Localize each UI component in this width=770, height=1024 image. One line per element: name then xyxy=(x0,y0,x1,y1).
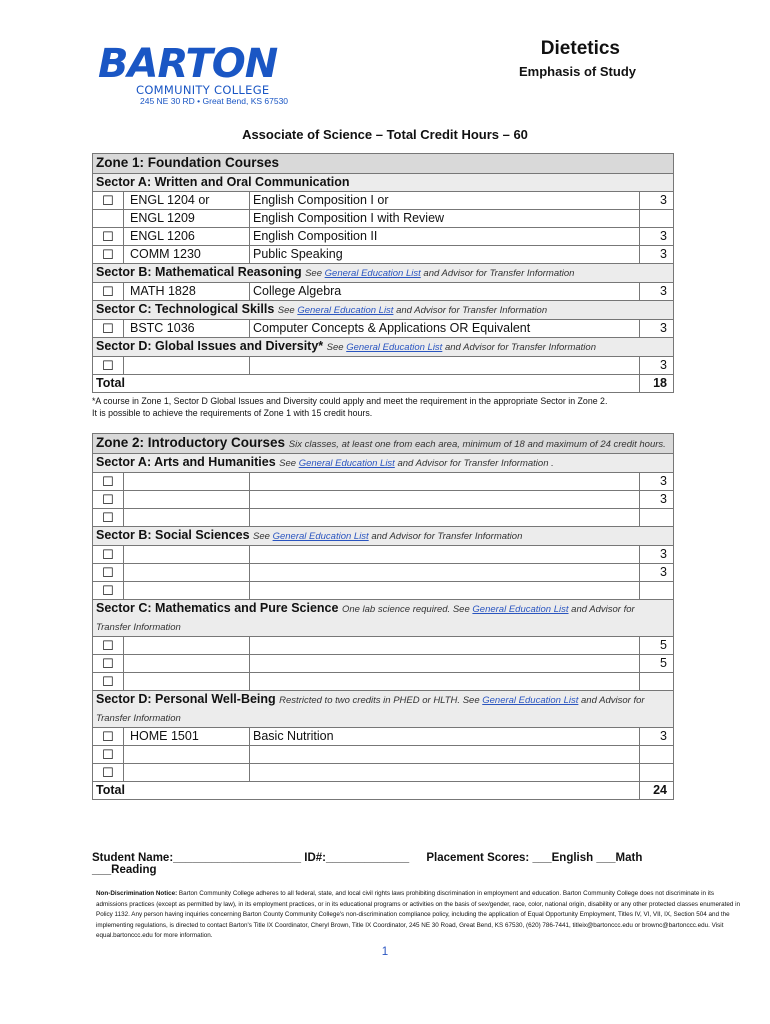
credit xyxy=(640,509,674,527)
course-code: MATH 1828 xyxy=(124,283,250,301)
table-row xyxy=(93,746,674,764)
table-row xyxy=(93,246,674,264)
sector-a-label: Sector A: Arts and Humanities xyxy=(96,455,276,469)
checkbox[interactable]: ☐ xyxy=(93,320,124,338)
credit: 3 xyxy=(640,246,674,264)
total-value: 18 xyxy=(640,375,674,393)
logo-subtitle: COMMUNITY COLLEGE xyxy=(136,83,270,97)
footnote-1: *A course in Zone 1, Sector D Global Issues and Diversity could apply and meet the requirement in the appropriate Sector in Zone 2. xyxy=(92,396,608,406)
course-name-input[interactable] xyxy=(250,473,640,491)
credit: 3 xyxy=(640,192,674,210)
zone2-sector-b xyxy=(93,527,674,546)
gen-ed-link[interactable]: General Education List xyxy=(298,458,395,469)
course-name-input[interactable] xyxy=(250,655,640,673)
credit: 3 xyxy=(640,728,674,746)
non-discrimination-notice xyxy=(96,889,746,942)
page-number: 1 xyxy=(381,946,389,958)
see-text: See xyxy=(253,531,270,542)
credit: 5 xyxy=(640,655,674,673)
checkbox[interactable]: ☐ xyxy=(93,283,124,301)
total-label: Total xyxy=(93,375,640,393)
logo-name: BARTON xyxy=(98,41,278,87)
table-row xyxy=(93,210,674,228)
checkbox[interactable]: ☐ xyxy=(93,546,124,564)
course-name-input[interactable] xyxy=(250,582,640,600)
table-row xyxy=(93,582,674,600)
see-text: See xyxy=(452,604,470,615)
gen-ed-link[interactable]: General Education List xyxy=(472,604,569,615)
course-code-input[interactable] xyxy=(124,655,250,673)
gen-ed-link[interactable]: General Education List xyxy=(324,268,421,279)
id-field[interactable]: ID#:_____________ xyxy=(304,852,410,864)
gen-ed-link[interactable]: General Education List xyxy=(297,305,394,316)
course-code-input[interactable] xyxy=(124,637,250,655)
course-name: Basic Nutrition xyxy=(250,728,640,746)
course-code-input[interactable] xyxy=(124,546,250,564)
checkbox[interactable]: ☐ xyxy=(93,655,124,673)
credit xyxy=(640,210,674,228)
zone2-title-row xyxy=(93,434,674,454)
total-value: 24 xyxy=(640,782,674,800)
table-row xyxy=(93,655,674,673)
table-row xyxy=(93,320,674,338)
empty-cell xyxy=(93,210,124,228)
zone2-note: Six classes, at least one from each area, minimum of 18 and maximum of 24 credit hours. xyxy=(288,439,666,450)
credit: 3 xyxy=(640,564,674,582)
advisor-text: and Advisor for Transfer Information xyxy=(423,268,575,279)
table-row xyxy=(93,192,674,210)
checkbox[interactable]: ☐ xyxy=(93,246,124,264)
course-code: ENGL 1204 or xyxy=(124,192,250,210)
sector-c-label: Sector C: Mathematics and Pure Science xyxy=(96,601,339,615)
course-name-input[interactable] xyxy=(250,637,640,655)
notice-text: Barton Community College adheres to all federal, state, and local civil rights laws prohibiting discrimination in employment and education. Barton Community College does not discriminate in its admissions practices (except as permitted by law), in its employment practices, or in its educational programs or activities on the basis of sex/gender, race, color, national origin, disability or any other protected classes enumerated in Policy 1132. Any person having inquiries concerning Barton County Community College's non-discrimination compliance policy, including the application of Equal Opportunity Employment, Titles IV, VI, VII, IX, Section 504 and the implementing regulations, is directed to contact Barton's Title IX Coordinator, Cheryl Brown, Title IX Coordinator, 245 NE 30 Road, Great Bend, KS 67530, (620) 786-7441, titleix@bartonccc.edu or brownc@bartonccc.edu. Visit equal.bartonccc.edu for more information. xyxy=(96,890,740,939)
course-code-input[interactable] xyxy=(124,473,250,491)
course-name-input[interactable] xyxy=(250,564,640,582)
checkbox[interactable]: ☐ xyxy=(93,728,124,746)
credit: 3 xyxy=(640,320,674,338)
course-name-input[interactable] xyxy=(250,509,640,527)
student-info xyxy=(92,852,692,876)
course-name: English Composition I with Review xyxy=(250,210,640,228)
course-name-input[interactable] xyxy=(250,746,640,764)
advisor-text: and Advisor for Transfer Information xyxy=(396,305,548,316)
sector-c-label: Sector C: Technological Skills xyxy=(96,302,275,316)
course-name: Computer Concepts & Applications OR Equivalent xyxy=(250,320,640,338)
table-row xyxy=(93,764,674,782)
zone1-table xyxy=(92,153,674,393)
credit: 3 xyxy=(640,491,674,509)
zone2-title: Zone 2: Introductory Courses xyxy=(96,435,286,450)
course-name: English Composition I or xyxy=(250,192,640,210)
gen-ed-link[interactable]: General Education List xyxy=(346,342,443,353)
course-code: COMM 1230 xyxy=(124,246,250,264)
see-text: See xyxy=(462,695,480,706)
page-title: Dietetics xyxy=(540,38,620,59)
course-code-input[interactable] xyxy=(124,564,250,582)
sector-d-note: Restricted to two credits in PHED or HLTH. xyxy=(279,695,461,706)
placement-field[interactable]: Placement Scores: ___English ___Math ___Reading xyxy=(92,852,643,876)
page-subtitle: Emphasis of Study xyxy=(518,64,636,79)
sector-b-label: Sector B: Social Sciences xyxy=(96,528,250,542)
checkbox[interactable]: ☐ xyxy=(93,764,124,782)
credit: 3 xyxy=(640,283,674,301)
zone1-footnote xyxy=(92,396,607,419)
course-name-input[interactable] xyxy=(250,491,640,509)
checkbox[interactable]: ☐ xyxy=(93,491,124,509)
sector-d-label: Sector D: Global Issues and Diversity* xyxy=(96,339,324,353)
checkbox[interactable]: ☐ xyxy=(93,192,124,210)
credit-empty xyxy=(640,764,674,782)
checkbox[interactable]: ☐ xyxy=(93,564,124,582)
course-code: ENGL 1209 xyxy=(124,210,250,228)
course-name-input[interactable] xyxy=(250,764,640,782)
course-code: BSTC 1036 xyxy=(124,320,250,338)
table-row xyxy=(93,357,674,375)
see-text: See xyxy=(326,342,344,353)
gen-ed-link[interactable]: General Education List xyxy=(482,695,579,706)
credit: 3 xyxy=(640,357,674,375)
credit: 3 xyxy=(640,546,674,564)
credit-empty xyxy=(640,746,674,764)
course-code-input[interactable] xyxy=(124,673,250,691)
checkbox[interactable]: ☐ xyxy=(93,228,124,246)
footnote-2: It is possible to achieve the requirements of Zone 1 with 15 credit hours. xyxy=(92,407,373,418)
zone1-sector-c xyxy=(93,301,674,320)
table-row xyxy=(93,509,674,527)
student-name-field[interactable]: Student Name:____________________ xyxy=(92,852,302,864)
course-code-input[interactable] xyxy=(124,357,250,375)
table-row xyxy=(93,546,674,564)
credit: 3 xyxy=(640,473,674,491)
sector-c-note: One lab science required. xyxy=(341,604,451,615)
zone1-sector-b xyxy=(93,264,674,283)
zone1-sector-d xyxy=(93,338,674,357)
zone2-sector-d xyxy=(93,691,674,728)
credit: 3 xyxy=(640,228,674,246)
course-name: Public Speaking xyxy=(250,246,640,264)
table-row xyxy=(93,228,674,246)
zone2-sector-c xyxy=(93,600,674,637)
sector-d-label: Sector D: Personal Well-Being xyxy=(96,692,276,706)
degree-heading: Associate of Science – Total Credit Hours – 60 xyxy=(242,127,528,142)
course-code-input[interactable] xyxy=(124,582,250,600)
logo-address: 245 NE 30 RD • Great Bend, KS 67530 xyxy=(140,96,289,106)
checkbox[interactable]: ☐ xyxy=(93,473,124,491)
see-text: See xyxy=(277,305,295,316)
checkbox[interactable]: ☐ xyxy=(93,673,124,691)
course-name: English Composition II xyxy=(250,228,640,246)
info-text: Information xyxy=(133,622,181,633)
zone1-title: Zone 1: Foundation Courses xyxy=(93,154,674,174)
table-row xyxy=(93,283,674,301)
course-code-input[interactable] xyxy=(124,764,250,782)
notice-label: Non-Discrimination Notice: xyxy=(96,890,178,897)
checkbox[interactable]: ☐ xyxy=(93,637,124,655)
college-logo xyxy=(98,41,298,107)
course-name: College Algebra xyxy=(250,283,640,301)
see-text: See xyxy=(279,458,297,469)
advisor-text: and Advisor for Transfer Information xyxy=(371,531,523,542)
course-name-input[interactable] xyxy=(250,673,640,691)
checkbox[interactable]: ☐ xyxy=(93,509,124,527)
info-text: Information xyxy=(133,713,181,724)
see-text: See xyxy=(305,268,322,279)
gen-ed-link[interactable]: General Education List xyxy=(272,531,369,542)
zone2-sector-a xyxy=(93,454,674,473)
checkbox[interactable]: ☐ xyxy=(93,746,124,764)
advisor-text: and Advisor for Transfer Information . xyxy=(397,458,554,469)
course-code: HOME 1501 xyxy=(124,728,250,746)
advisor-text: and Advisor for Transfer xyxy=(96,604,635,633)
credit xyxy=(640,673,674,691)
course-code-input[interactable] xyxy=(124,746,250,764)
course-code-input[interactable] xyxy=(124,491,250,509)
advisor-text: and Advisor for Transfer Information xyxy=(444,342,596,353)
zone2-table xyxy=(92,433,674,800)
course-name-input[interactable] xyxy=(250,546,640,564)
credit xyxy=(640,582,674,600)
table-row xyxy=(93,564,674,582)
table-row xyxy=(93,728,674,746)
sector-b-label: Sector B: Mathematical Reasoning xyxy=(96,265,302,279)
table-row xyxy=(93,637,674,655)
course-code: ENGL 1206 xyxy=(124,228,250,246)
table-row xyxy=(93,673,674,691)
table-row xyxy=(93,473,674,491)
course-code-input[interactable] xyxy=(124,509,250,527)
credit: 5 xyxy=(640,637,674,655)
total-label: Total xyxy=(93,782,640,800)
checkbox[interactable]: ☐ xyxy=(93,357,124,375)
advisor-text: and Advisor for Transfer xyxy=(96,695,645,724)
checkbox[interactable]: ☐ xyxy=(93,582,124,600)
table-row xyxy=(93,491,674,509)
course-name-input[interactable] xyxy=(250,357,640,375)
zone1-sector-a: Sector A: Written and Oral Communication xyxy=(93,174,674,192)
